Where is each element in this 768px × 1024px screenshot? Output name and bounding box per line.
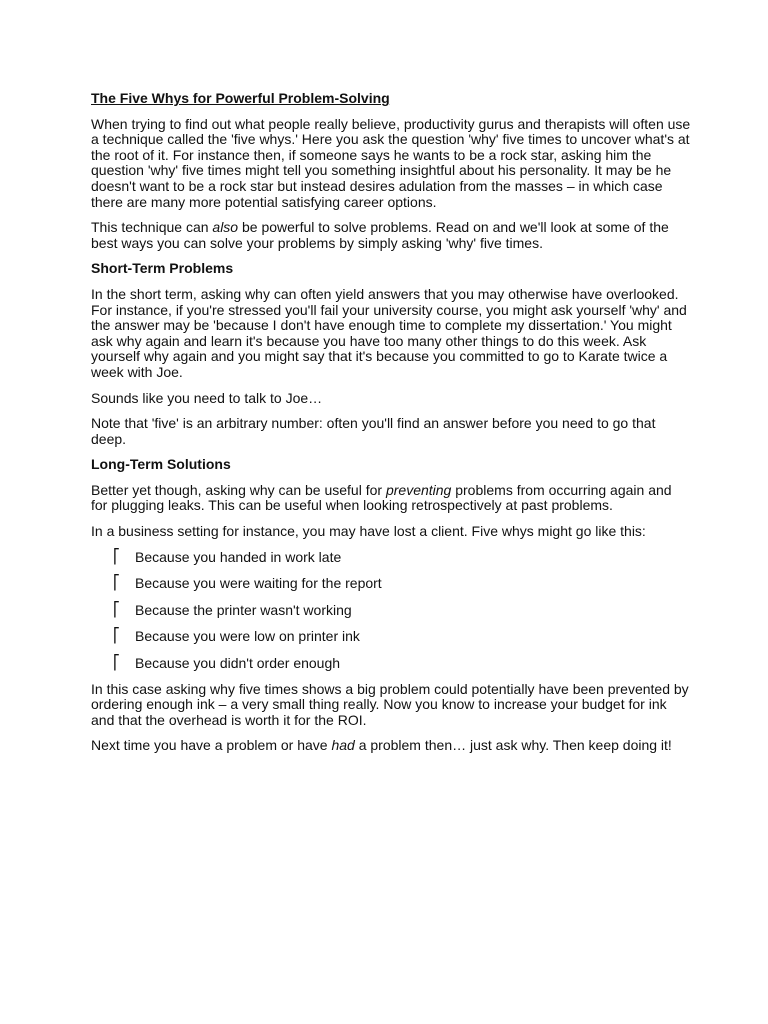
list-item-text: Because you didn't order enough [135, 655, 341, 672]
closing-text-end: a problem then… just ask why. Then keep doing it! [354, 737, 672, 754]
list-item [91, 629, 691, 645]
list-item [91, 656, 691, 672]
long-term-emphasis: preventing [385, 481, 452, 498]
short-term-heading: Short-Term Problems [91, 260, 234, 277]
closing-paragraph [91, 738, 691, 754]
long-term-heading: Long-Term Solutions [91, 456, 231, 473]
short-term-paragraph-3: Note that 'five' is an arbitrary number: often you'll find an answer before you need to go that deep. [91, 415, 656, 447]
five-whys-list [91, 550, 691, 672]
technique-text-start: This technique can [91, 219, 213, 236]
document-title: The Five Whys for Powerful Problem-Solving [91, 90, 390, 106]
list-item [91, 576, 691, 592]
technique-paragraph [91, 220, 691, 251]
bullet-icon: ⎡ [113, 628, 120, 645]
short-term-paragraph-1: In the short term, asking why can often yield answers that you may otherwise have overlooked. For instance, if you're stressed you'll fail your university course, you might ask yourself 'why' and the answer may be 'because I don't have enough time to complete my dissertation.' You might ask why again and learn it's because you have too many other things to do this week. Ask yourself why again and you might say that it's because you committed to go to Karate twice a week with Joe. [91, 285, 687, 380]
short-term-paragraph-2: Sounds like you need to talk to Joe… [91, 389, 323, 406]
list-item [91, 550, 691, 566]
document-page [91, 91, 691, 764]
list-item-text: Because you handed in work late [135, 548, 342, 565]
technique-text-end: be powerful to solve problems. Read on and we'll look at some of the best ways you can solve your problems by simply asking 'why' five times. [91, 219, 669, 251]
long-term-text-start: Better yet though, asking why can be useful for [91, 481, 386, 498]
long-term-paragraph-1 [91, 483, 691, 514]
bullet-icon: ⎡ [113, 575, 120, 592]
bullet-icon: ⎡ [113, 548, 120, 565]
long-term-paragraph-3: In this case asking why five times shows a big problem could potentially have been prevented by ordering enough ink – a very small thing really. Now you know to increase your budget for ink and that the overhead is worth it for the ROI. [91, 680, 689, 728]
bullet-icon: ⎡ [113, 601, 120, 618]
long-term-text-end: problems from occurring again and for plugging leaks. This can be useful when looking retrospectively at past problems. [91, 481, 672, 514]
closing-emphasis: had [331, 737, 355, 754]
technique-emphasis: also [212, 219, 239, 236]
long-term-paragraph-2: In a business setting for instance, you may have lost a client. Five whys might go like this: [91, 523, 646, 540]
bullet-icon: ⎡ [113, 655, 120, 672]
list-item-text: Because the printer wasn't working [135, 601, 352, 618]
closing-text-start: Next time you have a problem or have [91, 737, 332, 754]
five-whys-list-wrapper [91, 550, 691, 672]
intro-paragraph: When trying to find out what people really believe, productivity gurus and therapists will often use a technique called the 'five whys.' Here you ask the question 'why' five times to uncover what's at the root of it. For instance then, if someone says he wants to be a rock star, asking him the question 'why' five times might tell you something insightful about his personality. It may be he doesn't want to be a rock star but instead desires adulation from the masses – in which case there are many more potential satisfying career options. [91, 115, 691, 210]
list-item-text: Because you were waiting for the report [135, 575, 382, 592]
list-item [91, 603, 691, 619]
list-item-text: Because you were low on printer ink [135, 628, 360, 645]
